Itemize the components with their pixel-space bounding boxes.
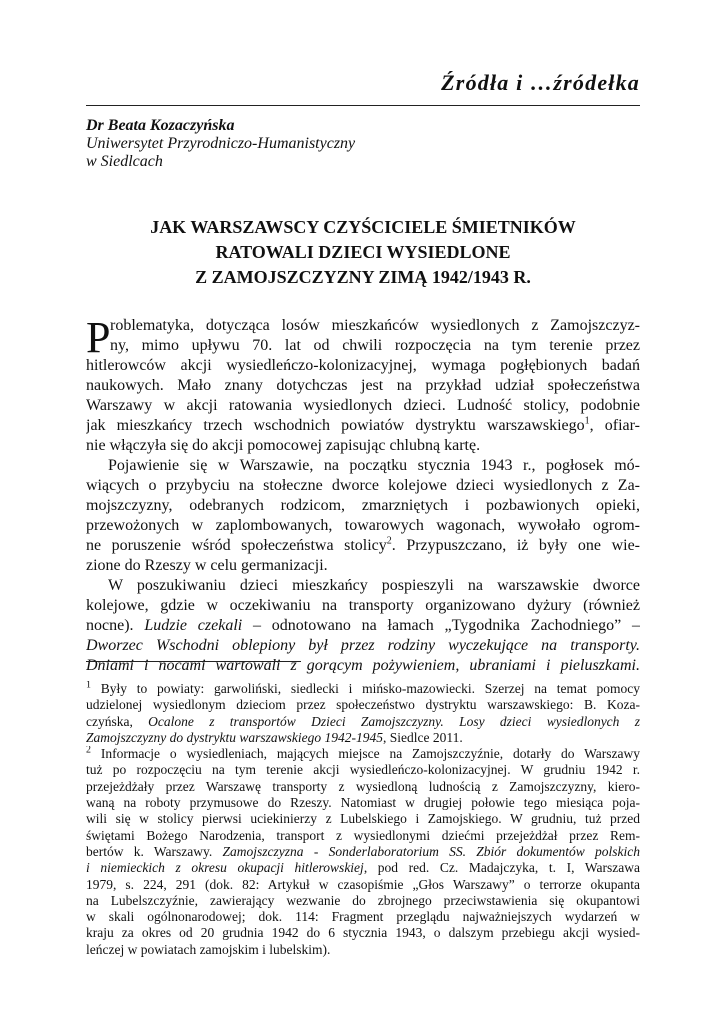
footnote-text: , Siedlce 2011. [383,729,463,745]
body-line: Warszawy w akcji ratowania wysiedlonych dzieci. Ludność stolicy, podobnie [86,397,640,414]
body-line: roblematyka, dotycząca losów mieszkańców wysiedlonych z Zamojszczyz- [110,317,640,334]
author-name: Dr Beata Kozaczyńska [86,117,235,134]
footnote-text: Były to powiaty: garwoliński, siedlecki i mińsko-mazowiecki. Szerzej na temat pomocy [91,681,640,696]
footnote-line: na Lubelszczyźnie, zawierający wezwanie do zbrojnego przeciwstawienia się okupantowi [86,892,640,908]
footnote-line [86,860,640,876]
footnote-ref: 1 [584,416,590,427]
footnote-line [86,714,640,730]
author-block [86,117,355,171]
footnote-title: Ocalone z transportów Dzieci Zamojszczyzny. Losy dzieci wysiedlonych z [148,713,640,729]
footnote-marker: 2 [86,746,91,756]
author-affiliation-city: w Siedlcach [86,153,163,170]
article-title [86,215,640,290]
footnote-line: świętami Bożego Narodzenia, transport z wysiedlonymi dziećmi przejeżdżał przez Rem- [86,827,640,843]
body-line: zione do Rzeszy w celu germanizacji. [86,557,328,574]
footnote-rule [86,661,301,662]
footnote-line [86,844,640,860]
footnote-line: wili się w stolicy pierwsi uciekinierzy z Lubelskiego i Zamojskiego. W grudniu, tuż przed [86,811,640,827]
body-line: ny, mimo upływu 70. lat od chwili rozpoczęcia na tym terenie przez [110,337,640,354]
footnote-title: Zamojszczyzna - Sonderlaboratorium SS. Zbiór dokumentów polskich [222,843,640,859]
body-line: hitlerowców akcji wysiedleńczo-kolonizacyjnej, wymaga pogłębionych badań [86,357,640,374]
body-line [86,616,640,636]
body-line: przewożonych w zaplombowanych, towarowych wagonach, wywołało ogrom- [86,517,640,534]
header-rule [86,105,640,106]
author-affiliation: Uniwersytet Przyrodniczo-Humanistyczny [86,135,356,152]
quote-text: Ludzie czekali [144,617,243,634]
footnote-2 [86,746,640,958]
title-line: Z ZAMOJSZCZYZNY ZIMĄ 1942/1943 R. [195,267,531,287]
body-line: nie włączyła się do akcji pomocowej zapisując chlubną kartę. [86,437,481,454]
footnote-1 [86,681,640,746]
body-line: wiących o przybyciu na stołeczne dworce kolejowe dzieci wysiedlonych z Za- [86,477,640,494]
article-body [86,313,640,676]
body-text: nocne). [86,617,145,634]
quote-line: Dniami i nocami wartowali z gorącym pożywieniem, ubraniami i pieluszkami. [86,657,640,674]
footnote-line [86,746,640,762]
body-line: kolejowe, gdzie w oczekiwaniu na transporty organizowano dyżury (również [86,597,640,614]
footnote-line [86,730,640,746]
body-line [86,416,640,436]
footnote-line: tuż po rozpoczęciu na tym terenie akcji wysiedleńczo-kolonizacyjnej. W grudniu 1942 r. [86,762,640,778]
drop-cap: P [86,313,111,362]
document-page [86,0,640,1024]
running-head: Źródła i …źródełka [441,70,640,95]
body-text: . Przypuszczano, iż były one wie- [391,537,640,554]
footnote-title: i niemieckich z okresu okupacji hitlerowskiej [86,860,364,876]
body-text: – odnotowano na łamach „Tygodnika Zachodniego” – [242,617,640,634]
footnote-line: leńczej w powiatach zamojskim i lubelskim). [86,941,331,957]
footnote-text: , pod red. Cz. Madajczyka, t. I, Warszawa [363,860,640,876]
body-line: W poszukiwaniu dzieci mieszkańcy pospieszyli na warszawskie dworce [108,577,640,594]
footnote-line: przejeżdżały przez Warszawę transporty z wysiedloną ludnością z Zamojszczyzny, kiero- [86,778,640,794]
title-line: JAK WARSZAWSCY CZYŚCICIELE ŚMIETNIKÓW [150,217,576,237]
title-line: RATOWALI DZIECI WYSIEDLONE [215,242,511,262]
quote-line: Dworzec Wschodni oblepiony był przez rodziny wyczekujące na transporty. [86,637,640,654]
body-text: ne poruszenie wśród społeczeństwa stolicy [86,537,387,554]
footnotes [86,681,640,958]
footnote-text: bertów k. Warszawy. [86,843,223,859]
footnote-line: udzielonej wysiedlonym dzieciom przez społeczeństwo dystryktu warszawskiego: B. Koza- [86,697,640,713]
footnote-marker: 1 [86,681,91,691]
body-text: jak mieszkańcy trzech wschodnich powiatów dystryktu warszawskiego [86,417,585,434]
footnote-text: Informacje o wysiedleniach, mających miejsce na Zamojszczyźnie, dotarły do Warszawy [91,746,640,762]
footnote-line: w skali ogólnonarodowej; dok. 114: Fragment przeglądu najważniejszych wydarzeń w [86,909,640,925]
body-line: naukowych. Mało znany dotychczas jest na przykład udział społeczeństwa [86,377,640,394]
body-text: , ofiar- [589,417,640,434]
footnote-ref: 2 [386,536,392,547]
footnote-line: 1979, s. 224, 291 (dok. 82: Artykuł w czasopiśmie „Głos Warszawy” o terrorze okupanta [86,876,640,892]
body-line: mojszczyzny, odebranych rodzicom, zmarzniętych i pozbawionych opieki, [86,497,640,514]
body-line: Pojawienie się w Warszawie, na początku stycznia 1943 r., pogłosek mó- [108,457,640,474]
body-line [86,536,640,556]
footnote-line: waną na roboty przymusowe do Rzeszy. Natomiast w drugiej połowie tego miesiąca poja- [86,795,640,811]
footnote-line [86,681,640,697]
footnote-title: Zamojszczyzny do dystryktu warszawskiego 1942-1945 [86,729,383,745]
footnote-text: czyńska, [86,713,149,729]
footnote-line: kraju za okres od 20 grudnia 1942 do 6 stycznia 1943, o dalszym przebiegu akcji wysied- [86,925,640,941]
